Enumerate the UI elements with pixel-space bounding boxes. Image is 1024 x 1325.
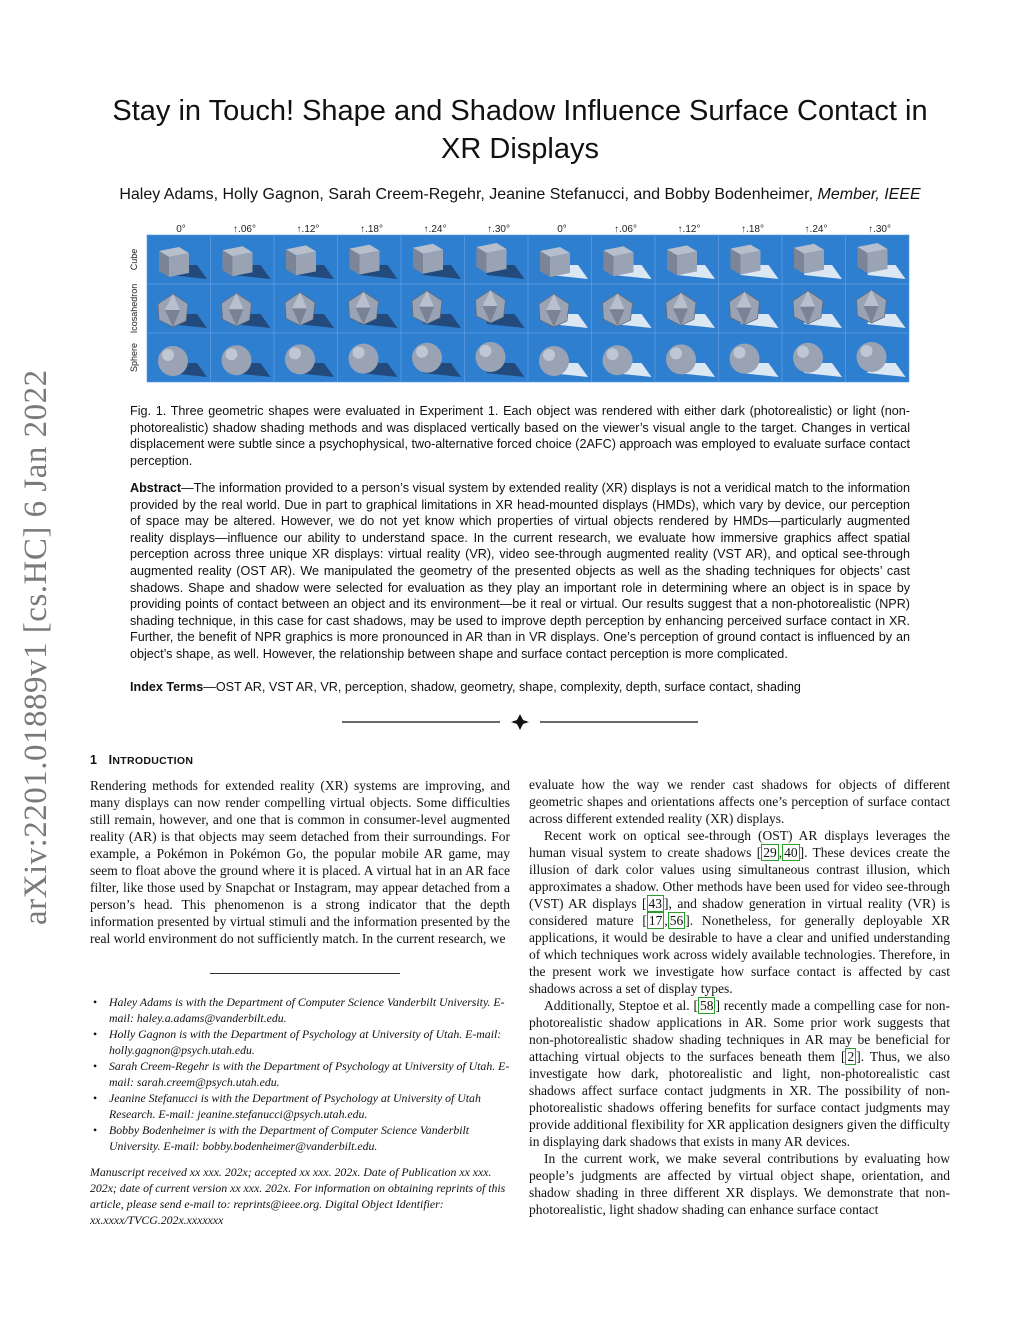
left-column-text bbox=[90, 777, 510, 947]
cube-front bbox=[487, 249, 507, 273]
affiliation-text: Bobby Bodenheimer is with the Department of Computer Science Vanderbilt University. E-mail: bobby.bodenheimer@vanderbilt.edu. bbox=[109, 1123, 470, 1153]
affiliation-text: Sarah Creem-Regehr is with the Department of Psychology at University of Utah. E-mail: sarah.creem@psych.utah.edu. bbox=[109, 1059, 510, 1089]
paper-title: Stay in Touch! Shape and Shadow Influence Surface Contact in XR Displays bbox=[112, 95, 928, 165]
cube-front bbox=[233, 252, 253, 276]
section-title-rest: NTRODUCTION bbox=[112, 755, 194, 767]
intro-paragraph-3: Recent work on optical see-through (OST) AR displays leverages the human visual system to create shadows [ 29 , 40 ]. These devices create the illusion of dark color values using simultaneous contrast illusion, which approximates a shadow. Other methods have been used for video see-through (VST) AR displays [ 43 ], and shadow generation in virtual reality (VR) is considered mature [ 17 , 56 ]. Nonetheless, for generally deployable XR applications, it would be desirable to have a clear and unified understanding of which techniques work across widely available technologies. Therefore, in the present work we investigate how surface contact is affected by cast shadows across a set of display types. bbox=[529, 828, 951, 996]
bullet: • bbox=[93, 1123, 98, 1137]
intro-paragraph-5: In the current work, we make several contributions by evaluating how people’s judgments are affected by virtual object shape, orientation, and shadow shading in three different XR displays. We demonstrate that non-photorealistic, light shadow shading can enhance surface contact bbox=[529, 1151, 950, 1217]
sphere-highlight bbox=[797, 346, 809, 358]
index-terms bbox=[130, 679, 910, 696]
sphere-highlight bbox=[734, 347, 746, 359]
sphere-highlight bbox=[861, 345, 873, 357]
bullet: • bbox=[93, 1059, 98, 1073]
sphere-highlight bbox=[289, 347, 301, 359]
sphere bbox=[476, 342, 506, 372]
cube-front bbox=[169, 253, 189, 277]
row-label: Icosahedron bbox=[129, 283, 139, 334]
author-names: Haley Adams, Holly Gagnon, Sarah Creem-Regehr, Jeanine Stefanucci, and Bobby Bodenheimer, bbox=[119, 186, 814, 203]
sphere-highlight bbox=[543, 349, 555, 361]
sphere bbox=[857, 342, 887, 372]
angle-label: ↑.24° bbox=[423, 224, 447, 235]
affiliation-item bbox=[90, 1026, 512, 1058]
angle-label: ↑.06° bbox=[233, 224, 256, 235]
sphere bbox=[730, 344, 760, 374]
sphere bbox=[349, 344, 379, 374]
cube-front bbox=[296, 251, 316, 275]
angle-label: ↑.30° bbox=[868, 224, 891, 235]
sphere-highlight bbox=[226, 348, 238, 360]
sphere bbox=[539, 346, 569, 376]
row-label: Cube bbox=[129, 248, 139, 271]
bullet: • bbox=[93, 1027, 98, 1041]
sphere-highlight bbox=[480, 345, 492, 357]
sphere bbox=[603, 345, 633, 375]
cube-front bbox=[423, 250, 443, 274]
sphere bbox=[793, 343, 823, 373]
angle-label: ↑.12° bbox=[296, 224, 320, 235]
angle-label: ↑.06° bbox=[614, 224, 637, 235]
arxiv-identifier-stamp: arXiv:2201.01889v1 [cs.HC] 6 Jan 2022 bbox=[18, 369, 54, 925]
citation-link[interactable]: 17 bbox=[648, 913, 663, 928]
sphere-highlight bbox=[353, 347, 365, 359]
citation-link[interactable]: 40 bbox=[784, 845, 798, 860]
section-number: 1 bbox=[90, 753, 98, 767]
affiliation-item bbox=[90, 1122, 512, 1154]
citation-link[interactable]: 29 bbox=[763, 845, 777, 860]
cube-front bbox=[550, 253, 570, 277]
footnote-rule bbox=[210, 973, 400, 974]
affiliation-item bbox=[90, 1058, 512, 1090]
divider-star-icon bbox=[511, 714, 529, 730]
cube-front bbox=[677, 251, 697, 275]
abstract-label: Abstract bbox=[130, 481, 182, 495]
cube-front bbox=[868, 249, 888, 273]
sphere bbox=[222, 345, 252, 375]
figure-caption: Fig. 1. Three geometric shapes were evaluated in Experiment 1. Each object was rendered with either dark (photorealistic) or light (non-photorealistic) shadow shading methods and was displaced vertically based on the viewer’s visual angle to the target. Changes in vertical displacement were subtle since a psychophysical, two-alternative forced choice (2AFC) approach was employed to evaluate surface contact perception. bbox=[130, 404, 910, 468]
sphere bbox=[158, 346, 188, 376]
angle-label: 0° bbox=[557, 224, 567, 235]
section-heading-introduction bbox=[90, 753, 193, 767]
angle-label: ↑.18° bbox=[741, 224, 764, 235]
sphere-highlight bbox=[607, 348, 619, 360]
sphere-highlight bbox=[670, 347, 682, 359]
index-terms-label: Index Terms bbox=[130, 680, 204, 694]
sphere-highlight bbox=[162, 349, 174, 361]
intro-paragraph-1: Rendering methods for extended reality (XR) systems are improving, and many displays can now render compelling virtual objects. Some difficulties still remain, however, and one that is common in consumer-level augmented reality (AR) is that objects may seem detached from their surroundings. For example, a Pokémon in Pokémon Go, the popular mobile AR game, may seem to float above the ground where it is placed. A virtual hat in an AR face filter, like those used by Snapchat or Instagram, may appear detached from a person’s head. This phenomenon is a strong indicator that the depth information presented by virtual stimuli and the information presented by the real world environment do not sufficiently match. In the current research, we bbox=[90, 778, 510, 946]
affiliation-item bbox=[90, 1090, 512, 1122]
citation-link[interactable]: 56 bbox=[669, 913, 684, 928]
affiliation-item bbox=[90, 994, 512, 1026]
abstract bbox=[130, 480, 910, 663]
row-label: Sphere bbox=[129, 342, 139, 373]
right-column-text bbox=[529, 776, 950, 1218]
author-list bbox=[90, 186, 950, 204]
cube-front bbox=[360, 251, 380, 275]
affiliation-text: Holly Gagnon is with the Department of Psychology at University of Utah. E-mail: holly.gagnon@psych.utah.edu. bbox=[109, 1027, 502, 1057]
index-terms-text: —OST AR, VST AR, VR, perception, shadow, geometry, shape, complexity, depth, surface contact, shading bbox=[203, 680, 801, 694]
bullet: • bbox=[93, 1091, 98, 1105]
cube-front bbox=[741, 251, 761, 275]
sphere bbox=[412, 343, 442, 373]
citation-link[interactable]: 43 bbox=[648, 896, 663, 911]
angle-label: ↑.18° bbox=[360, 224, 383, 235]
manuscript-note: Manuscript received xx xxx. 202x; accepted xx xxx. 202x. Date of Publication xx xxx. 202x; date of current version xx xxx. 202x. For information on obtaining reprints of this article, please send e-mail to: reprints@ieee.org. Digital Object Identifier: xx.xxxx/TVCG.202x.xxxxxxx bbox=[90, 1165, 506, 1227]
intro-paragraph-2: evaluate how the way we render cast shadows for objects of different geometric shapes and orientations affects one’s perception of surface contact across different extended reality (XR) displays. bbox=[529, 777, 950, 826]
angle-label: ↑.12° bbox=[677, 224, 701, 235]
section-divider bbox=[342, 712, 698, 732]
sphere-highlight bbox=[416, 346, 428, 358]
section-title-initial: I bbox=[108, 753, 113, 767]
bullet: • bbox=[93, 995, 98, 1009]
abstract-text: —The information provided to a person’s visual system by extended reality (XR) displays is not a veridical match to the information provided by the real world. Due in part to graphical limitations in XR head-mounted displays (HMDs), which vary by device, our perception of space may be altered. However, we do not yet know which properties of virtual objects rendered by HMDs—particularly augmented reality displays—influence our ability to understand space. In the current research, we evaluate how immersive graphics affect spatial perception across three unique XR displays: virtual reality (VR), video see-through augmented reality (VST AR), and optical see-through augmented reality (OST AR). We manipulated the geometry of the presented objects as well as the shading techniques for objects’ cast shadows. Shape and shadow were selected for evaluation as they play an important role in determining where an object is in space by providing points of contact between an object and its environment—be it real or virtual. Our results suggest that a non-photorealistic (NPR) shading technique, in this case for cast shadows, may be used to improve depth perception by enhancing perceived surface contact in XR. Further, the benefit of NPR graphics is more pronounced in AR than in VR displays. One’s perception of ground contact is influenced by an object’s shape, as well. However, the relationship between shape and surface contact perception is more complicated. bbox=[130, 481, 910, 661]
affiliation-text: Jeanine Stefanucci is with the Department of Psychology at University of Utah Research. E-mail: jeanine.stefanucci@psych.utah.edu. bbox=[109, 1091, 481, 1121]
sphere bbox=[666, 344, 696, 374]
citation-link[interactable]: 2 bbox=[847, 1049, 855, 1064]
citation-link[interactable]: 58 bbox=[699, 998, 714, 1013]
author-membership: Member, IEEE bbox=[817, 186, 921, 203]
affiliation-text: Haley Adams is with the Department of Computer Science Vanderbilt University. E-mail: haley.a.adams@vanderbilt.edu. bbox=[109, 995, 505, 1025]
angle-label: 0° bbox=[176, 224, 186, 235]
angle-label: ↑.30° bbox=[487, 224, 510, 235]
sphere bbox=[285, 344, 315, 374]
affiliation-footnotes bbox=[90, 994, 512, 1154]
cube-front bbox=[614, 252, 634, 276]
cube-front bbox=[804, 250, 824, 274]
teaser-figure bbox=[127, 218, 910, 383]
intro-paragraph-4: Additionally, Steptoe et al. [ 58 ] recently made a compelling case for non-photorealistic shadow applications in AR. Some prior work suggests that non-photorealistic shadow shading techniques in AR may be beneficial for attaching virtual objects to the surfaces beneath them [ 2 ]. Thus, we also investigate how dark, photorealistic and light, non-photorealistic cast shadows affect surface contact judgments in XR. The possibility of non-photorealistic shadows offering benefits for surface contact judgments may provide additional flexibility for XR application designers given the difficulty in displaying dark shadows that exists in many AR devices. bbox=[529, 998, 951, 1149]
angle-label: ↑.24° bbox=[804, 224, 828, 235]
